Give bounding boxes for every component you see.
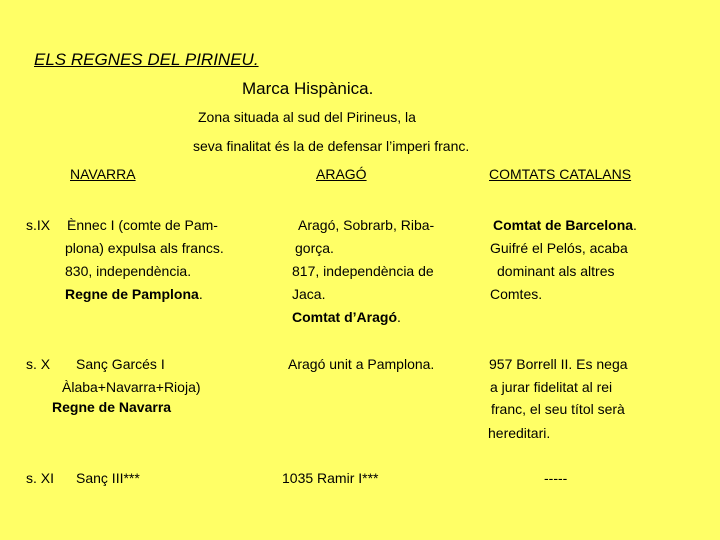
cell-line: Ènnec I (comte de Pam- [67, 217, 218, 233]
cell-comtats-x [489, 353, 628, 445]
punctuation: . [397, 309, 401, 325]
cell-navarra-ix [65, 214, 224, 306]
cell-comtats-xi: ----- [544, 470, 568, 486]
page-subtitle: Marca Hispànica. [242, 79, 374, 98]
description-line-2: seva finalitat és la de defensar l’imperi franc. [193, 138, 470, 154]
cell-line: gorça. [295, 240, 334, 256]
cell-line: 830, independència. [65, 263, 192, 279]
cell-line: dominant als altres [497, 263, 615, 279]
cell-comtats-ix [490, 214, 637, 306]
cell-line: 957 Borrell II. Es nega [489, 356, 628, 372]
page-title: ELS REGNES DEL PIRINEU. [34, 50, 259, 69]
cell-navarra-x-kingdom: Regne de Navarra [52, 399, 172, 415]
century-label-xi: s. XI [26, 470, 55, 486]
column-header-comtats: COMTATS CATALANS [489, 166, 632, 182]
cell-line [65, 283, 224, 306]
cell-navarra-xi: Sanç III*** [76, 470, 140, 486]
county-name: Comtat de Barcelona [493, 217, 634, 233]
cell-line: hereditari. [488, 425, 551, 441]
kingdom-name: Regne de Pamplona [65, 286, 199, 302]
cell-line [493, 214, 637, 237]
century-label-x: s. X [26, 356, 51, 372]
cell-arago-ix [292, 214, 434, 329]
cell-arago-x: Aragó unit a Pamplona. [288, 356, 435, 372]
cell-line: Jaca. [292, 286, 326, 302]
cell-line: franc, el seu títol serà [491, 401, 625, 417]
cell-line: plona) expulsa als francs. [65, 240, 224, 256]
cell-line: Guifré el Pelós, acaba [490, 240, 628, 256]
century-label-ix: s.IX [26, 217, 51, 233]
cell-line [292, 306, 434, 329]
cell-line: Aragó, Sobrarb, Riba- [298, 217, 435, 233]
county-name: Comtat d’Aragó [292, 309, 397, 325]
description-line-1: Zona situada al sud del Pirineus, la [198, 109, 416, 125]
cell-arago-xi: 1035 Ramir I*** [282, 470, 379, 486]
punctuation: . [633, 217, 637, 233]
cell-navarra-x-l2: Àlaba+Navarra+Rioja) [62, 379, 201, 395]
cell-line: a jurar fidelitat al rei [490, 379, 613, 395]
column-header-arago: ARAGÓ [316, 166, 367, 182]
cell-navarra-x-l1: Sanç Garcés I [76, 356, 165, 372]
column-header-navarra: NAVARRA [70, 166, 136, 182]
punctuation: . [198, 286, 203, 302]
cell-line: Comtes. [490, 286, 543, 302]
cell-line: 817, independència de [292, 263, 434, 279]
